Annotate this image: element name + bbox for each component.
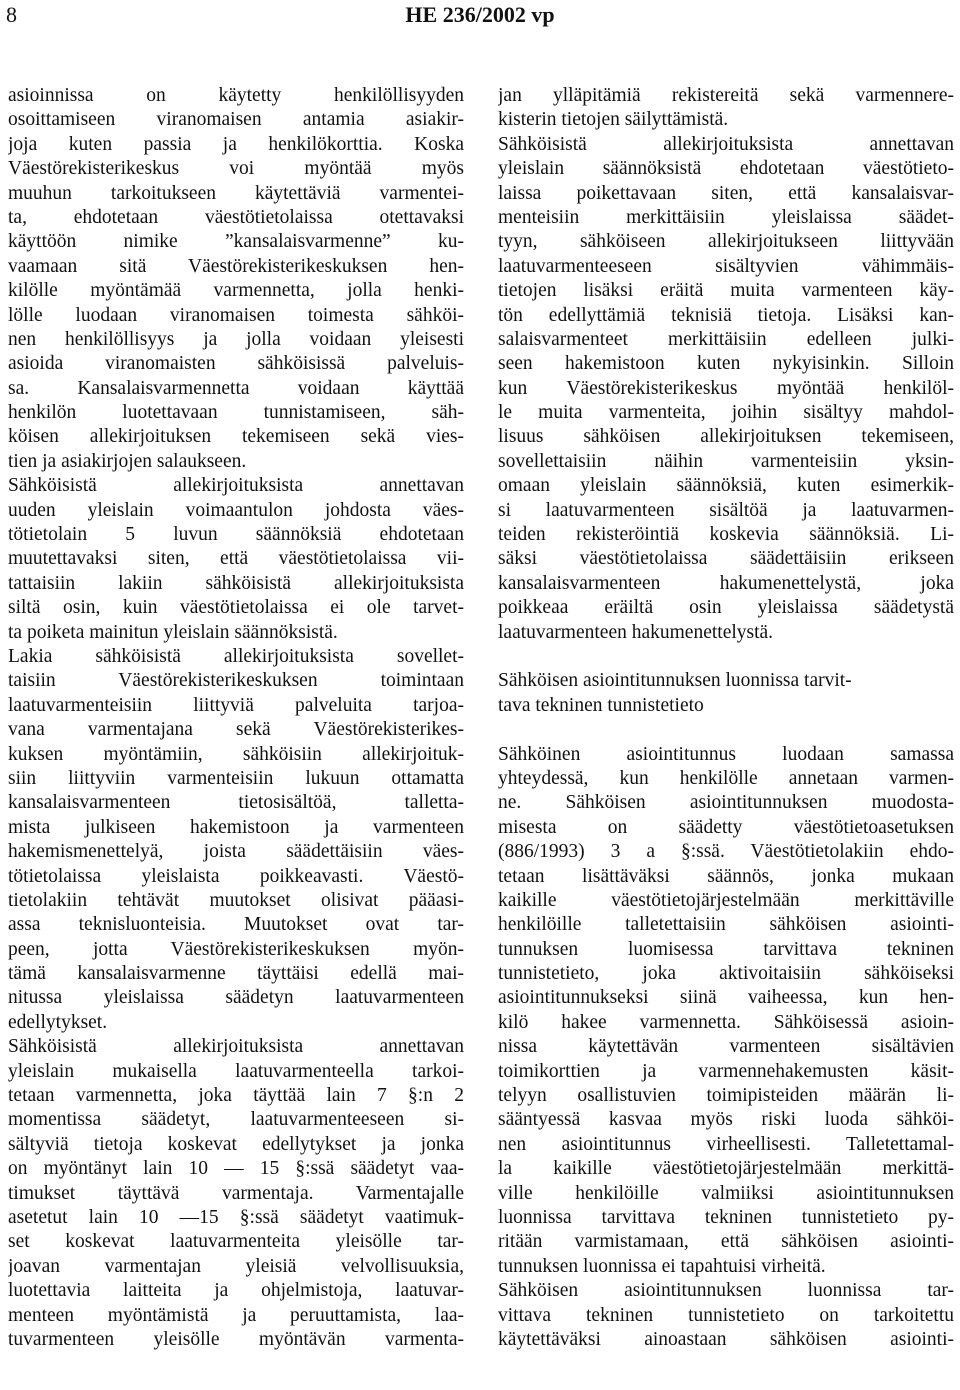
text-line: set koskevat laatuvarmenteita yleisölle tar- bbox=[8, 1231, 464, 1253]
text-line: sa. Kansalaisvarmennetta voidaan käyttää bbox=[8, 377, 464, 399]
text-line: tien ja asiakirjojen salaukseen. bbox=[8, 450, 247, 472]
text-line: tyyn, sähköiseen allekirjoitukseen liittyvään bbox=[498, 231, 954, 253]
text-line: hakemismenettelyä, joista säädettäisiin väes- bbox=[8, 841, 464, 863]
text-line: misesta on säädetty väestötietoasetuksen bbox=[498, 816, 954, 838]
text-line: tötietolaissa yleislaista poikkeavasti. Väestö- bbox=[8, 865, 464, 887]
text-line: tön edellyttämiä teknisiä tietoja. Lisäksi kan- bbox=[498, 304, 954, 326]
text-line: la kaikille väestötietojärjestelmään merkittä- bbox=[498, 1158, 954, 1180]
text-line: tetaan varmennetta, joka täyttää lain 7 §:n 2 bbox=[8, 1085, 464, 1107]
text-line: joavan varmentajan yleisiä velvollisuuksia, bbox=[8, 1255, 464, 1277]
text-line: nen asiointitunnus virheellisesti. Talletettamal- bbox=[498, 1133, 954, 1155]
text-line: laatuvarmenteen hakumenettelystä. bbox=[498, 621, 774, 643]
right-text-column bbox=[498, 84, 954, 1352]
text-line: ta, ehdotetaan väestötietolaissa otettavaksi bbox=[8, 206, 464, 228]
text-line: henkilöille talletettaisiin sähköisen asiointi- bbox=[498, 914, 954, 936]
text-line: lölle luodaan viranomaisen toimesta sähköi- bbox=[8, 304, 464, 326]
document-id: HE 236/2002 vp bbox=[405, 2, 555, 27]
text-line: asioinnissa on käytetty henkilöllisyyden bbox=[8, 85, 464, 106]
text-line: köisen allekirjoituksen tekemiseen sekä vies- bbox=[8, 426, 464, 448]
text-line: Lakia sähköisistä allekirjoituksista sovellet- bbox=[8, 645, 464, 667]
left-text-column bbox=[8, 84, 464, 1352]
text-line: Väestörekisterikeskus voi myöntää myös bbox=[8, 158, 464, 180]
text-line: kansalaisvarmenteen tietosisältöä, talletta- bbox=[8, 792, 464, 814]
text-line: tietolakiin tehtävät muutokset olisivat pääasi- bbox=[8, 889, 464, 911]
page-header bbox=[0, 0, 960, 38]
text-line: laissa poikettavaan siten, että kansalaisvar- bbox=[498, 182, 954, 204]
text-line: toimikorttien ja varmennehakemusten käsit- bbox=[498, 1060, 954, 1082]
text-line: tunnuksen luonnissa ei tapahtuisi virheitä. bbox=[498, 1255, 826, 1277]
text-line: sältyviä tietoja koskevat edellytykset ja jonka bbox=[8, 1133, 464, 1155]
text-line: muuhun tarkoitukseen käytettäviä varmentei- bbox=[8, 182, 464, 204]
text-line: henkilön luotettavaan tunnistamiseen, säh- bbox=[8, 402, 464, 424]
text-line: salaisvarmenteet merkittäisiin edelleen julki- bbox=[498, 328, 954, 350]
text-line: joja kuten passia ja henkilökorttia. Koska bbox=[8, 133, 464, 155]
text-line: le muita varmenteita, joihin sisältyy mahdol- bbox=[498, 402, 954, 424]
text-line: (886/1993) 3 a §:ssä. Väestötietolakiin ehdo- bbox=[498, 841, 954, 863]
text-line: Sähköisen asiointitunnuksen luonnissa tarvit- bbox=[498, 670, 852, 692]
paragraph-gap bbox=[498, 718, 954, 742]
text-line: Sähköisistä allekirjoituksista annettavan bbox=[8, 475, 464, 497]
text-line: sovellettaisiin näihin varmenteisiin yksin- bbox=[498, 450, 954, 472]
text-line: siin liittyviin varmenteisiin lukuun ottamatta bbox=[8, 767, 464, 789]
text-line: tetaan lisättäväksi säännös, jonka mukaan bbox=[498, 865, 954, 887]
text-line: tötietolain 5 luvun säännöksiä ehdotetaan bbox=[8, 524, 464, 546]
text-line: ritään varmistamaan, että sähköisen asiointi- bbox=[498, 1231, 954, 1253]
text-line: osoittamiseen viranomaisen antamia asiakir- bbox=[8, 109, 464, 131]
text-line: poikkeaa eräiltä osin yleislaissa säädetystä bbox=[498, 597, 954, 619]
text-line: asetetut lain 10 —15 §:ssä säädetyt vaatimuk- bbox=[8, 1206, 464, 1228]
text-line: Sähköisistä allekirjoituksista annettavan bbox=[8, 1036, 464, 1058]
text-line: kilö hakee varmennetta. Sähköisessä asioin- bbox=[498, 1011, 954, 1033]
text-line: muutettavaksi siten, että väestötietolaissa vii- bbox=[8, 548, 464, 570]
text-line: on myöntänyt lain 10 — 15 §:ssä säädetyt vaa- bbox=[8, 1158, 464, 1180]
text-line: taisiin Väestörekisterikeskuksen toimintaan bbox=[8, 670, 464, 692]
text-line: Sähköisistä allekirjoituksista annettavan bbox=[498, 133, 954, 155]
text-line: timukset täyttävä varmentaja. Varmentajalle bbox=[8, 1182, 464, 1204]
text-line: yleislain mukaisella laatuvarmenteella tarkoi- bbox=[8, 1060, 464, 1082]
text-line: siltä osin, kuin väestötietolaissa ei ole tarvet- bbox=[8, 597, 464, 619]
text-line: Sähköinen asiointitunnus luodaan samassa bbox=[498, 743, 954, 765]
text-line: tava tekninen tunnistetieto bbox=[498, 694, 704, 716]
text-line: nen henkilöllisyys ja jolla voidaan yleisesti bbox=[8, 328, 464, 350]
text-line: vaamaan sitä Väestörekisterikeskuksen hen- bbox=[8, 255, 464, 277]
text-line: edellytykset. bbox=[8, 1011, 108, 1033]
text-line: tattaisiin lakiin sähköisistä allekirjoituksista bbox=[8, 572, 464, 594]
text-line: menteisiin merkittäisiin yleislaissa säädet- bbox=[498, 206, 954, 228]
text-line: kun Väestörekisterikeskus myöntää henkilöl- bbox=[498, 377, 954, 399]
text-line: Sähköisen asiointitunnuksen luonnissa tar- bbox=[498, 1280, 954, 1302]
text-line: uuden yleislain voimaantulon johdosta väes- bbox=[8, 499, 464, 521]
text-line: ville henkilöille valmiiksi asiointitunnuksen bbox=[498, 1182, 954, 1204]
text-line: asioida viranomaisten sähköisissä palveluis- bbox=[8, 353, 464, 375]
text-line: tunnuksen luomisessa tarvittava tekninen bbox=[498, 938, 954, 960]
text-line: tämä kansalaisvarmenne täyttäisi edellä mai- bbox=[8, 963, 464, 985]
text-line: yleislain säännöksistä ehdotetaan väestötieto- bbox=[498, 158, 954, 180]
paragraph-gap bbox=[498, 645, 954, 669]
text-line: mista julkiseen hakemistoon ja varmenteen bbox=[8, 816, 464, 838]
text-line: vittava tekninen tunnistetieto on tarkoitettu bbox=[498, 1304, 954, 1326]
text-line: teiden rekisteröintiä koskevia säännöksiä. Li- bbox=[498, 524, 954, 546]
text-line: kilölle myöntämää varmennetta, jolla henki- bbox=[8, 280, 464, 302]
text-line: ne. Sähköisen asiointitunnuksen muodosta- bbox=[498, 792, 954, 814]
text-line: laatuvarmenteeseen sisältyvien vähimmäis- bbox=[498, 255, 954, 277]
text-line: menteen myöntämistä ja peruuttamista, laa- bbox=[8, 1304, 464, 1326]
text-line: assa teknisluonteisia. Muutokset ovat tar- bbox=[8, 914, 464, 936]
text-line: kansalaisvarmenteen hakumenettelystä, joka bbox=[498, 572, 954, 594]
text-line: kuksen myöntämiin, sähköisiin allekirjoituk- bbox=[8, 743, 464, 765]
text-line: telyyn osallistuvien toimipisteiden määrän li- bbox=[498, 1085, 954, 1107]
text-line: kaikille väestötietojärjestelmään merkittäville bbox=[498, 889, 954, 911]
text-line: laatuvarmenteisiin liittyviä palveluita tarjoa- bbox=[8, 694, 464, 716]
text-line: tuvarmenteen yleisölle myöntävän varmenta- bbox=[8, 1328, 464, 1350]
text-line: luonnissa tarvittava tekninen tunnistetieto py- bbox=[498, 1206, 954, 1228]
text-line: lisuus sähköisen allekirjoituksen tekemiseen, bbox=[498, 426, 954, 448]
text-line: momentissa säädetyt, laatuvarmenteeseen si- bbox=[8, 1109, 464, 1131]
text-line: yhteydessä, kun henkilölle annetaan varmen- bbox=[498, 767, 954, 789]
text-line: tietojen lisäksi eräitä muita varmenteen käy- bbox=[498, 280, 954, 302]
text-line: kisterin tietojen säilyttämistä. bbox=[498, 109, 729, 131]
text-line: jan ylläpitämiä rekistereitä sekä varmennere- bbox=[498, 85, 954, 106]
text-line: säksi väestötietolaissa säädettäisiin erikseen bbox=[498, 548, 954, 570]
text-line: luotettavia laitteita ja ohjelmistoja, laatuvar- bbox=[8, 1280, 464, 1302]
text-line: käyttöön nimike ”kansalaisvarmenne” ku- bbox=[8, 231, 464, 253]
text-line: nissa käytettävän varmenteen sisältävien bbox=[498, 1036, 954, 1058]
text-line: si laatuvarmenteen sisältöä ja laatuvarmen- bbox=[498, 499, 954, 521]
text-line: tunnistetieto, joka aktivoitaisiin sähköiseksi bbox=[498, 963, 954, 985]
text-line: seen hakemistoon kuten nykyisinkin. Silloin bbox=[498, 353, 954, 375]
page-number: 8 bbox=[6, 2, 17, 27]
text-line: sääntyessä kasvaa myös riski luoda sähköi- bbox=[498, 1109, 954, 1131]
text-line: nitussa yleislaissa säädetyn laatuvarmenteen bbox=[8, 987, 464, 1009]
text-line: käytettäväksi ainoastaan sähköisen asiointi- bbox=[498, 1328, 954, 1350]
text-line: peen, jotta Väestörekisterikeskuksen myön- bbox=[8, 938, 464, 960]
text-line: asiointitunnukseksi siinä vaiheessa, kun hen- bbox=[498, 987, 954, 1009]
text-line: ta poiketa mainitun yleislain säännöksistä. bbox=[8, 621, 338, 643]
text-line: vana varmentajana sekä Väestörekisterikes- bbox=[8, 719, 464, 741]
text-line: omaan yleislain säännöksiä, kuten esimerkik- bbox=[498, 475, 954, 497]
